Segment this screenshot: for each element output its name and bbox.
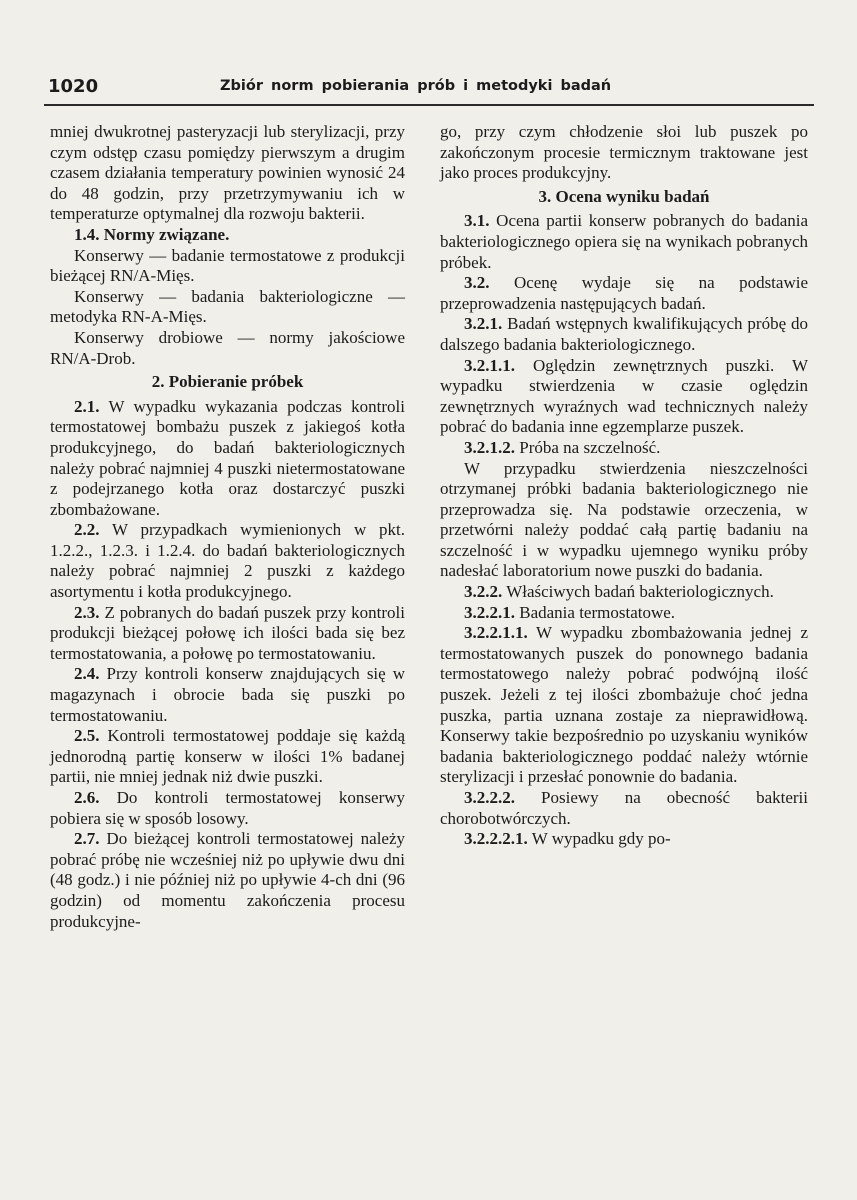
paragraph-text: Do kontroli termostatowej konserwy pobiera się w sposób losowy.	[50, 788, 406, 828]
paragraph-text: Ocena partii konserw pobranych do badania bakteriologicznego opiera się na wynikach pobranych próbek.	[440, 211, 809, 272]
paragraph-text: Z pobranych do badań puszek przy kontroli produkcji bieżącej połowę ich ilości bada się bez termostatowania, a połowę po termostatowaniu.	[50, 602, 405, 663]
paragraph-text: W wypadku zbombażowania jednej z termostatowanych puszek do ponownego badania termostatowego należy pobrać podwójną ilość puszek. Jeżeli z tej ilości zbombażuje choć jedna puszka, partia uznana zostaje za nieprawidłową. Konserwy takie bezpośrednio po uzyskaniu wyników badania bakteriologicznego poddać należy wtórnie sterylizacji i przesłać ponownie do badania.	[440, 623, 809, 787]
clause-number: 3.2.1.	[464, 314, 503, 334]
clause-number: 3.2.	[464, 273, 490, 293]
paragraph-text: Kontroli termostatowej poddaje się każdą jednorodną partię konserw w ilości 1% badanej partii, nie mniej jednak niż dwie puszki.	[50, 726, 406, 787]
paragraph-text: Właściwych badań bakteriologicznych.	[506, 582, 774, 602]
paragraph-text: 2. Pobieranie próbek	[151, 372, 304, 392]
clause-number: 3.2.1.1.	[464, 355, 515, 375]
paragraph	[440, 122, 808, 184]
paragraph	[50, 328, 405, 369]
paragraph-text: W wypadku gdy po-	[531, 829, 671, 849]
clause-number: 2.1.	[74, 396, 100, 416]
paragraph-text: 3. Ocena wyniku badań	[538, 186, 710, 206]
clause-number: 3.2.2.2.1.	[464, 829, 528, 849]
paragraph	[440, 438, 808, 459]
clause-number: 3.2.2.2.	[464, 788, 515, 807]
page-number: 1020	[48, 76, 99, 97]
paragraph-text: Konserwy — badanie termostatowe z produkcji bieżącej RN/A-Mięs.	[50, 245, 405, 286]
paragraph	[440, 582, 808, 603]
paragraph-text: Przy kontroli konserw znajdujących się w magazynach i obrocie bada się puszki po termostatowaniu.	[50, 664, 405, 725]
paragraph-text: W wypadku wykazania podczas kontroli termostatowej bombażu puszek z jakiegoś kotła produkcyjnego, do badań bakteriologicznych należy pobrać najmniej 4 puszki nietermostatowane z podejrzanego kotła oraz dostarczyć puszki zbombażowane.	[50, 396, 405, 519]
paragraph	[440, 459, 808, 583]
clause-number: 3.2.1.2.	[464, 437, 515, 457]
section-heading	[440, 187, 808, 208]
clause-number: 2.7.	[74, 829, 100, 849]
clause-number: 2.2.	[74, 520, 100, 540]
paragraph	[440, 211, 808, 273]
clause-number: 3.2.2.1.1.	[464, 623, 528, 643]
paragraph-text: W przypadku stwierdzenia nieszczelności otrzymanej próbki badania bakteriologicznego nie przeprowadza się. Na podstawie orzeczenia, w przetwórni należy poddać całą partię badaniu na szczelność i w wypadku ujemnego wyniku próby nadesłać laboratorium nowe puszki do badania.	[440, 458, 808, 581]
paragraph-text: mniej dwukrotnej pasteryzacji lub sterylizacji, przy czym odstęp czasu pomiędzy pierwszym a drugim czasem działania temperatury powinien wynosić 24 do 48 godzin, przy przetrzymywaniu ich w temperaturze optymalnej dla rozwoju bakterii.	[50, 122, 405, 224]
paragraph	[440, 314, 808, 355]
paragraph-text: Próba na szczelność.	[519, 437, 661, 457]
paragraph	[50, 520, 405, 602]
paragraph	[50, 225, 405, 246]
page-header	[44, 74, 814, 106]
paragraph-text: Badania termostatowe.	[519, 602, 676, 622]
paragraph-text: Posiewy na obecność bakterii chorobotwórczych.	[440, 788, 808, 828]
paragraph	[50, 603, 405, 665]
paragraph-text: Normy związane.	[103, 224, 230, 244]
clause-number: 3.1.	[464, 211, 490, 231]
paragraph	[440, 356, 808, 438]
paragraph-text: Badań wstępnych kwalifikujących próbę do dalszego badania bakteriologicznego.	[440, 314, 809, 354]
clause-number: 2.3.	[74, 602, 100, 622]
left-column	[50, 122, 405, 932]
clause-number: 1.4.	[74, 224, 100, 244]
paragraph	[50, 246, 405, 287]
paragraph-text: Oględzin zewnętrznych puszki. W wypadku stwierdzenia w czasie oględzin zewnętrznych wyraźnych wad technicznych należy pobrać do badania inne egzemplarze puszek.	[440, 355, 809, 437]
clause-number: 2.4.	[74, 664, 100, 684]
clause-number: 2.5.	[74, 726, 100, 746]
paragraph	[50, 664, 405, 726]
paragraph-text: Do bieżącej kontroli termostatowej należy pobrać próbę nie wcześniej niż po upływie dwu dni (48 godz.) i nie później niż po upływie 4-ch dni (96 godzin) od momentu zakończenia procesu produkcyjne-	[50, 829, 406, 931]
paragraph	[440, 829, 808, 850]
paragraph	[440, 603, 808, 624]
paragraph	[50, 122, 405, 225]
clause-number: 2.6.	[74, 788, 100, 807]
paragraph	[440, 623, 808, 788]
paragraph	[50, 397, 405, 521]
right-column	[440, 122, 808, 850]
paragraph-text: Konserwy — badania bakteriologiczne — metodyka RN-A-Mięs.	[50, 286, 405, 327]
section-heading	[50, 372, 405, 393]
paragraph-text: W przypadkach wymienionych w pkt. 1.2.2., 1.2.3. i 1.2.4. do badań bakteriologicznych należy pobrać najmniej 2 puszki z każdego asortymentu i kotła produkcyjnego.	[50, 520, 405, 602]
paragraph	[440, 788, 808, 829]
paragraph-text: Konserwy drobiowe — normy jakościowe RN/A-Drob.	[50, 327, 405, 368]
clause-number: 3.2.2.1.	[464, 602, 515, 622]
paragraph	[440, 273, 808, 314]
clause-number: 3.2.2.	[464, 582, 503, 602]
paragraph	[50, 726, 405, 788]
paragraph	[50, 287, 405, 328]
running-title: Zbiór norm pobierania prób i metodyki badań	[220, 78, 612, 94]
paragraph-text: go, przy czym chłodzenie słoi lub puszek po zakończonym procesie termicznym traktowane jest jako proces produkcyjny.	[440, 122, 808, 183]
paragraph-text: Ocenę wydaje się na podstawie przeprowadzenia następujących badań.	[440, 273, 809, 313]
paragraph	[50, 829, 405, 932]
paragraph	[50, 788, 405, 829]
